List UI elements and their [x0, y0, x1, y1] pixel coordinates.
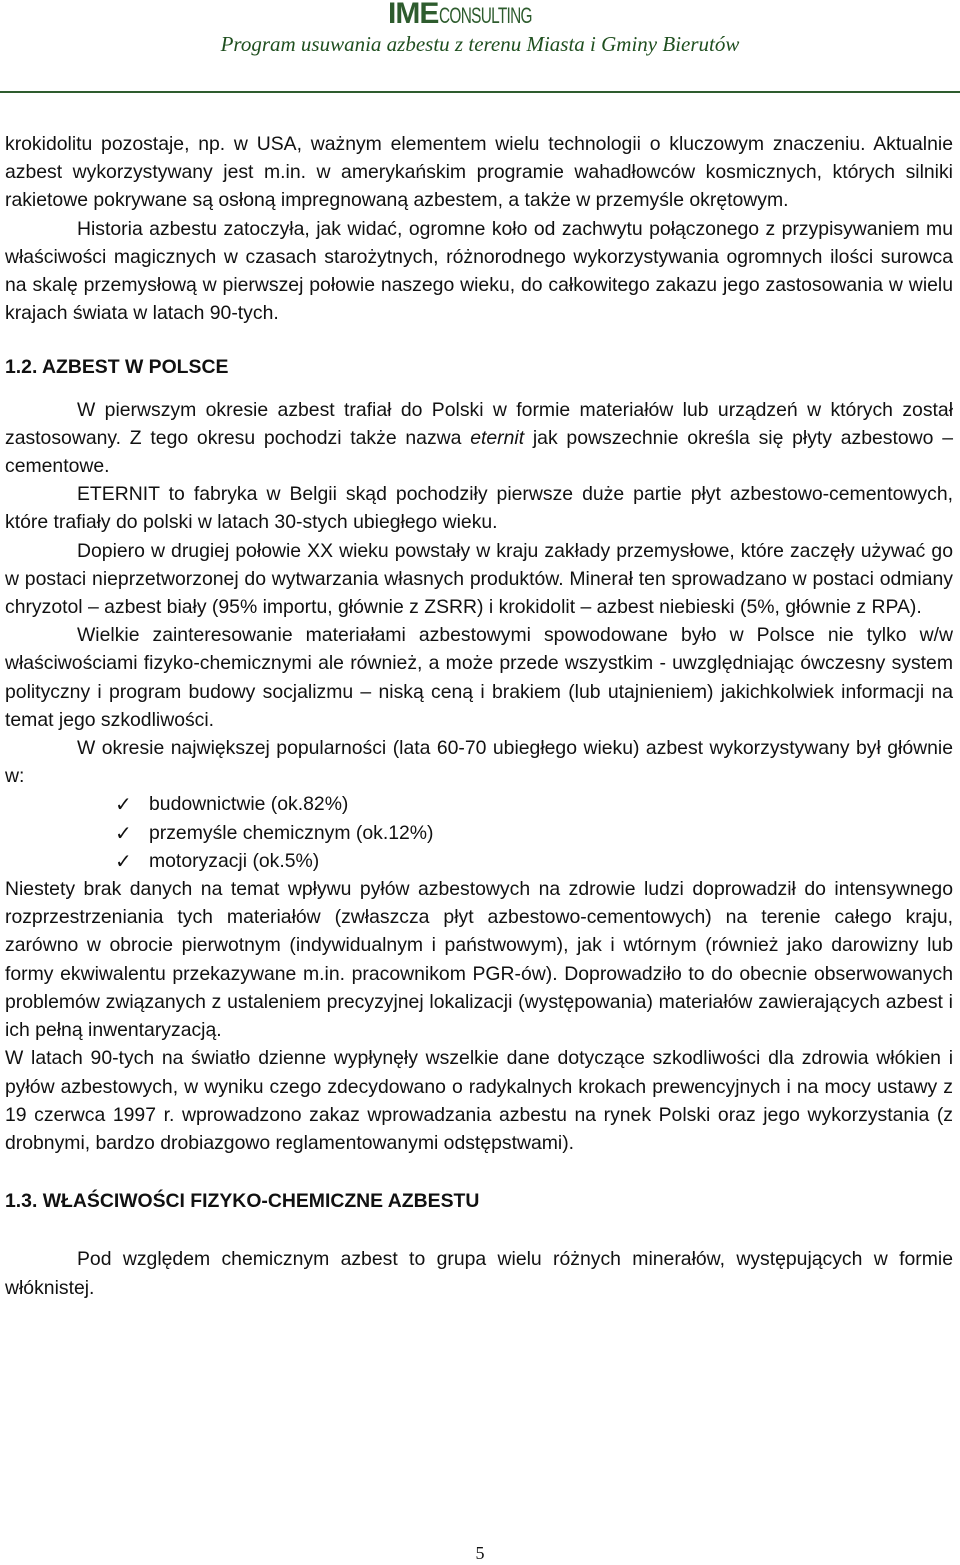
list-item-text: budownictwie (ok.82%): [149, 793, 349, 816]
paragraph-8: Niestety brak danych na temat wpływu pyłów azbestowych na zdrowie ludzi doprowadził do intensywnego rozprzestrzeniania tych materiałów (zwłaszcza płyt azbestowo-cementowych) na terenie całego kraju, zarówno w obrocie pierwotnym (indywidualnym i państwowym), jak i wtórnym (również jako darowizny lub formy ekwiwalentu przekazywane m.in. pracownikom PGR-ów). Doprowadziło to do obecnie obserwowanych problemów związanych z ustaleniem precyzyjnej lokalizacji (występowania) materiałów zawierających azbest i ich pełną inwentaryzacją.: [5, 878, 953, 1042]
logo-ime-text: IME: [388, 0, 439, 30]
header-divider: [0, 91, 960, 93]
logo-consulting-text: CONSULTING: [439, 3, 533, 28]
list-item-text: motoryzacji (ok.5%): [149, 849, 320, 872]
paragraph-3-end: jak powszechnie określa się płyty azbestowo – cementowe.: [5, 426, 953, 478]
document-body: [5, 130, 953, 1302]
paragraph-5: Dopiero w drugiej połowie XX wieku powstały w kraju zakłady przemysłowe, które zaczęły używać go w postaci nieprzetworzonej do wytwarzania własnych produktów. Minerał ten sprowadzano w postaci odmiany chryzotol – azbest biały (95% importu, głównie z ZSRR) i krokidolit – azbest niebieski (5%, głównie z RPA).: [5, 539, 953, 619]
paragraph-3-text: W pierwszym okresie azbest trafiał do Polski w formie materiałów lub urządzeń w których został zastosowany. Z tego okresu pochodzi także nazwa: [5, 398, 953, 449]
checkmark-icon: ✓: [115, 792, 132, 817]
list-item: [115, 790, 953, 818]
page-number: 5: [475, 1543, 485, 1563]
paragraph-4: ETERNIT to fabryka w Belgii skąd pochodziły pierwsze duże partie płyt azbestowo-cementowych, które trafiały do polski w latach 30-stych ubiegłego wieku.: [5, 483, 953, 534]
list-item: [115, 847, 953, 875]
ime-consulting-logo: [0, 0, 960, 30]
paragraph-9: W latach 90-tych na światło dzienne wypłynęły wszelkie dane dotyczące szkodliwości dla zdrowia włókien i pyłów azbestowych, w wyniku czego zdecydowano o radykalnych krokach prewencyjnych i na mocy ustawy z 19 czerwca 1997 r. wprowadzono zakaz wprowadzania azbestu na rynek Polski oraz jego wykorzystania (z drobnymi, bardzo drobiazgowo reglamentowanymi odstępstwami).: [5, 1047, 953, 1154]
usage-list: [5, 790, 953, 875]
paragraph-6: Wielkie zainteresowanie materiałami azbestowymi spowodowane było w Polsce nie tylko w/w właściwościami fizyko-chemicznymi ale również, a może przede wszystkim - uwzględniając ówczesny system polityczny i program budowy socjalizmu – niską ceną i brakiem (lub utajnieniem) jakichkolwiek informacji na temat jego szkodliwości.: [5, 624, 953, 731]
checkmark-icon: ✓: [115, 820, 132, 845]
checkmark-icon: ✓: [115, 848, 132, 873]
page-header: [0, 0, 960, 100]
paragraph-2: Historia azbestu zatoczyła, jak widać, ogromne koło od zachwytu połączonego z przypisywaniem mu właściwości magicznych w czasach starożytnych, różnorodnego wykorzystywania ogromnych ilości surowca na skalę przemysłową w pierwszej połowie naszego wieku, do całkowitego zakazu jego zastosowania w wielu krajach świata w latach 90-tych.: [5, 217, 953, 325]
list-item-text: przemyśle chemicznym (ok.12%): [149, 821, 434, 844]
header-subtitle: Program usuwania azbestu z terenu Miasta i Gminy Bierutów: [220, 32, 740, 56]
paragraph-7: W okresie największej popularności (lata 60-70 ubiegłego wieku) azbest wykorzystywany był głównie w:: [5, 737, 953, 788]
section-heading-1-2: 1.2. AZBEST W POLSCE: [5, 356, 229, 379]
paragraph-3-emphasis: eternit: [470, 426, 525, 449]
paragraph-1: krokidolitu pozostaje, np. w USA, ważnym elementem wielu technologii o kluczowym znaczeniu. Aktualnie azbest wykorzystywany jest m.in. w amerykańskim programie wahadłowców kosmicznych, których silniki rakietowe pokrywane są osłoną impregnowaną azbestem, a także w przemyśle okrętowym.: [5, 133, 953, 212]
paragraph-3: [5, 396, 953, 481]
section-heading-1-3: 1.3. WŁAŚCIWOŚCI FIZYKO-CHEMICZNE AZBESTU: [5, 1190, 480, 1213]
list-item: [115, 819, 953, 847]
paragraph-10: Pod względem chemicznym azbest to grupa wielu różnych minerałów, występujących w formie włóknistej.: [5, 1248, 953, 1299]
